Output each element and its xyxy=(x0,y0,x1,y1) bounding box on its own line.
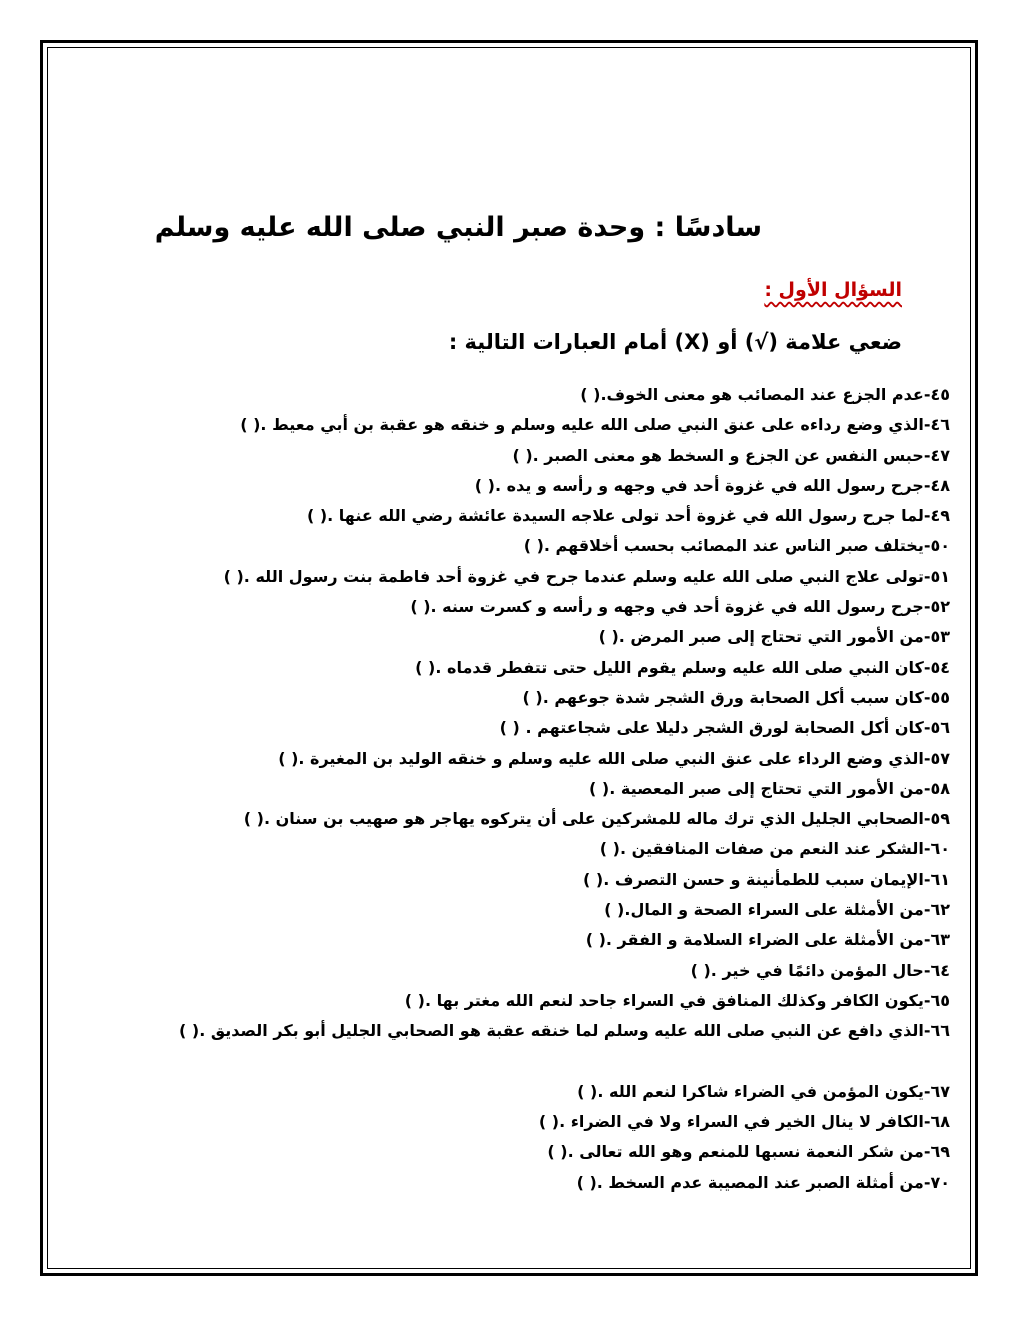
question-text: من الأمثلة على الضراء السلامة و الفقر .( ) xyxy=(585,930,924,950)
question-item xyxy=(60,774,950,804)
question-text: الذي وضع الرداء على عنق النبي صلى الله عليه وسلم و خنقه الوليد بن المغيرة .( ) xyxy=(278,748,924,768)
question-item xyxy=(60,501,950,531)
question-number: ٦٦- xyxy=(923,1021,950,1041)
question-text: كان سبب أكل الصحابة ورق الشجر شدة جوعهم .( ) xyxy=(522,687,924,707)
question-number: ٤٩- xyxy=(923,506,950,526)
question-number: ٥٩- xyxy=(923,809,950,829)
question-item xyxy=(60,956,950,986)
question-item xyxy=(60,471,950,501)
question-item xyxy=(60,622,950,652)
question-list xyxy=(60,380,950,1198)
question-text: من الأمور التي تحتاج إلى صبر المرض .( ) xyxy=(598,627,924,647)
question-text: الشكر عند النعم من صفات المنافقين .( ) xyxy=(599,839,924,859)
question-item xyxy=(60,744,950,774)
question-item xyxy=(60,653,950,683)
question-text: من الأمثلة على السراء الصحة و المال.( ) xyxy=(604,900,924,920)
question-text: يختلف صبر الناس عند المصائب بحسب أخلاقهم .( ) xyxy=(523,536,924,556)
section-heading: السؤال الأول : xyxy=(764,279,902,301)
question-text: من شكر النعمة نسبها للمنعم وهو الله تعالى .( ) xyxy=(547,1142,924,1162)
question-text: لما جرح رسول الله في غزوة أحد تولى علاجه السيدة عائشة رضي الله عنها .( ) xyxy=(306,506,924,526)
question-text: جرح رسول الله في غزوة أحد في وجهه و رأسه و يده .( ) xyxy=(474,475,924,495)
question-text: يكون المؤمن في الضراء شاكرا لنعم الله .( ) xyxy=(577,1081,924,1101)
question-text: كان أكل الصحابة لورق الشجر دليلا على شجاعتهم . ( ) xyxy=(499,718,924,738)
question-text: حال المؤمن دائمًا في خير .( ) xyxy=(690,960,924,980)
question-item xyxy=(60,986,950,1016)
question-text: جرح رسول الله في غزوة أحد في وجهه و رأسه و كسرت سنه .( ) xyxy=(410,597,924,617)
question-item xyxy=(60,441,950,471)
question-number: ٥٧- xyxy=(923,748,950,768)
question-item xyxy=(60,1016,950,1077)
question-text: من الأمور التي تحتاج إلى صبر المعصية .( ) xyxy=(589,778,924,798)
question-number: ٤٥- xyxy=(923,385,950,404)
question-item xyxy=(60,834,950,864)
question-number: ٤٨- xyxy=(923,475,950,495)
question-item xyxy=(60,804,950,834)
question-number: ٥٨- xyxy=(923,778,950,798)
instruction-text: ضعي علامة (√) أو (X) أمام العبارات التالية : xyxy=(448,330,902,354)
question-item xyxy=(60,531,950,561)
question-item xyxy=(60,1077,950,1107)
question-number: ٥٥- xyxy=(923,687,950,707)
question-number: ٦٨- xyxy=(923,1112,950,1132)
question-number: ٥٤- xyxy=(923,657,950,677)
question-item xyxy=(60,1168,950,1198)
question-text: حبس النفس عن الجزع و السخط هو معنى الصبر .( ) xyxy=(512,445,924,465)
question-item xyxy=(60,1137,950,1167)
question-number: ٥٢- xyxy=(923,597,950,617)
question-text: تولى علاج النبي صلى الله عليه وسلم عندما جرح في غزوة أحد فاطمة بنت رسول الله .( ) xyxy=(223,566,924,586)
question-number: ٦٠- xyxy=(923,839,950,859)
question-number: ٦٣- xyxy=(923,930,950,950)
question-number: ٤٦- xyxy=(923,415,950,435)
question-item xyxy=(60,865,950,895)
question-text: كان النبي صلى الله عليه وسلم يقوم الليل حتى تتفطر قدماه .( ) xyxy=(415,657,924,677)
question-item xyxy=(60,895,950,925)
question-item xyxy=(60,925,950,955)
question-number: ٦٤- xyxy=(923,960,950,980)
question-item xyxy=(60,562,950,592)
question-number: ٦٩- xyxy=(923,1142,950,1162)
question-text: الإيمان سبب للطمأنينة و حسن التصرف .( ) xyxy=(583,869,924,889)
question-number: ٤٧- xyxy=(923,445,950,465)
question-item xyxy=(60,380,950,410)
question-text: الصحابي الجليل الذي ترك ماله للمشركين على أن يتركوه يهاجر هو صهيب بن سنان .( ) xyxy=(243,809,924,829)
question-number: ٥٣- xyxy=(923,627,950,647)
question-text: الذي دافع عن النبي صلى الله عليه وسلم لما خنقه عقبة هو الصحابي الجليل أبو بكر الصديق .( ) xyxy=(179,1021,924,1041)
question-number: ٥٦- xyxy=(923,718,950,738)
question-number: ٦٥- xyxy=(923,990,950,1010)
question-item xyxy=(60,592,950,622)
question-number: ٥١- xyxy=(923,566,950,586)
question-number: ٦٧- xyxy=(923,1081,950,1101)
question-text: الكافر لا ينال الخير في السراء ولا في الضراء .( ) xyxy=(538,1112,924,1132)
question-item xyxy=(60,1107,950,1137)
question-number: ٥٠- xyxy=(923,536,950,556)
question-item xyxy=(60,410,950,440)
question-number: ٦١- xyxy=(923,869,950,889)
question-number: ٧٠- xyxy=(923,1172,950,1192)
question-item xyxy=(60,713,950,743)
question-text: يكون الكافر وكذلك المنافق في السراء جاحد لنعم الله مغتر بها .( ) xyxy=(404,990,924,1010)
question-item xyxy=(60,683,950,713)
question-number: ٦٢- xyxy=(923,900,950,920)
question-text: من أمثلة الصبر عند المصيبة عدم السخط .( ) xyxy=(576,1172,924,1192)
question-text: عدم الجزع عند المصائب هو معنى الخوف.( ) xyxy=(580,385,924,404)
question-text: الذي وضع رداءه على عنق النبي صلى الله عليه وسلم و خنقه هو عقبة بن أبي معيط .( ) xyxy=(240,415,924,435)
unit-title: سادسًا : وحدة صبر النبي صلى الله عليه وسلم xyxy=(154,212,762,243)
